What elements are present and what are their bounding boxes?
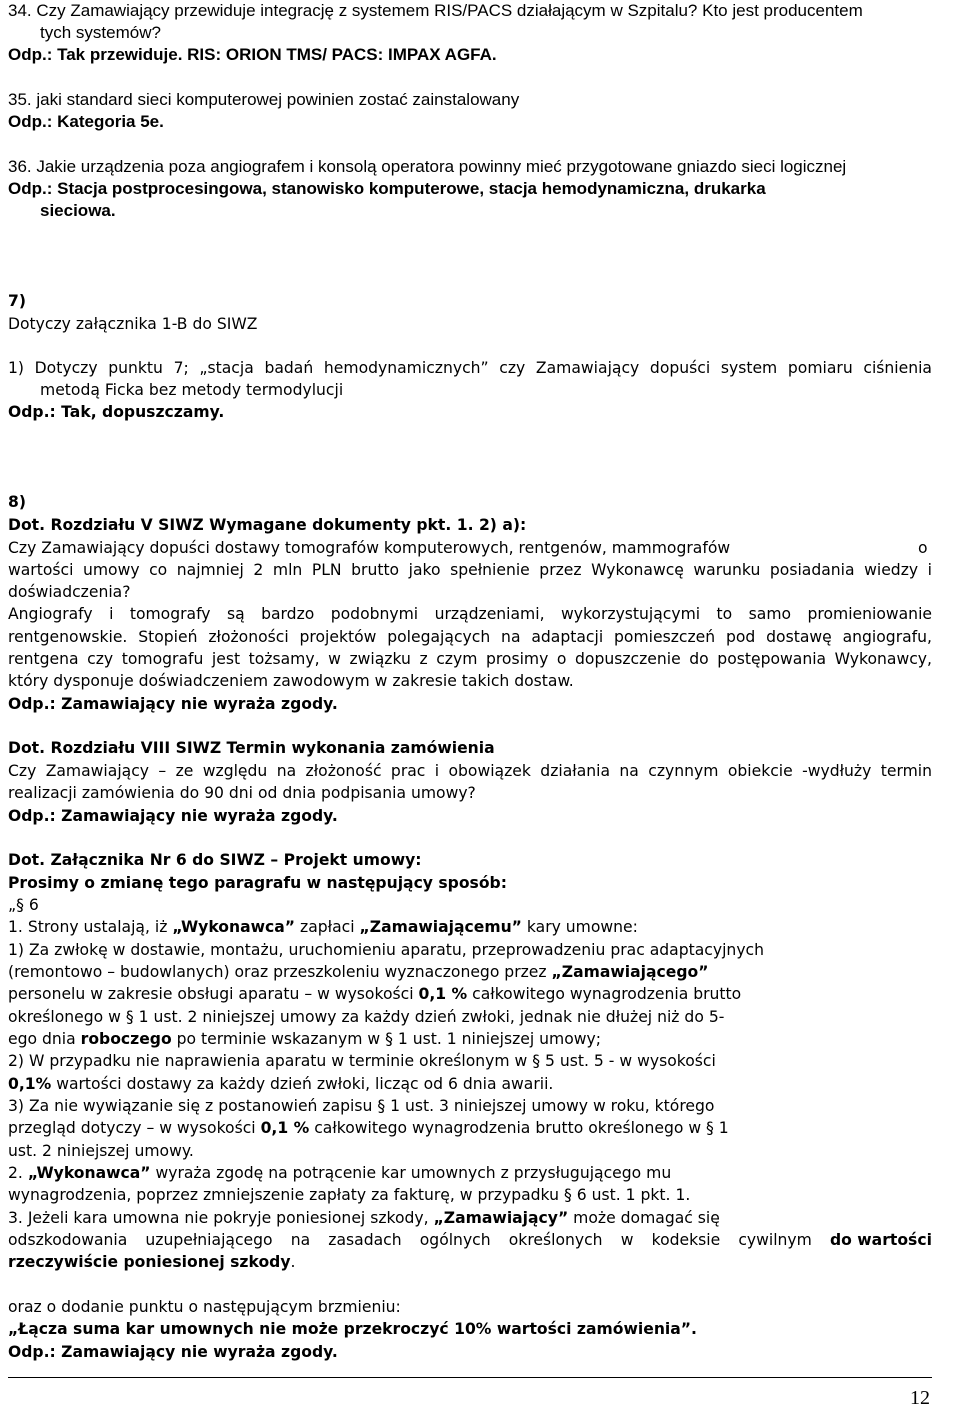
clause-3-line2-word1: odszkodowania — [8, 1231, 128, 1249]
clause-3-line2-word7: w — [620, 1231, 634, 1249]
section-8-para1-line1-end: o — [918, 539, 928, 557]
section-7-answer: Odp.: Tak, dopuszczamy. — [8, 403, 225, 421]
section-7-heading: Dotyczy załącznika 1-B do SIWZ — [8, 315, 258, 333]
section-8-para1-line2-text: wartości umowy co najmniej 2 mln PLN brutto jako spełnienie przez Wykonawcę warunku posiadania wiedzy i — [8, 561, 932, 579]
clause-1-2-line1: 2) W przypadku nie naprawienia aparatu w terminie określonym w § 5 ust. 5 - w wysokości — [8, 1052, 716, 1070]
section-8-para3-line1 — [8, 760, 932, 782]
section-8-heading-1: Dot. Rozdziału V SIWZ Wymagane dokumenty pkt. 1. 2) a): — [8, 516, 527, 534]
clause-1-1-line5 — [8, 1028, 601, 1050]
clause-3-line2-word6: określonych — [508, 1231, 603, 1249]
clause-1-3-line2 — [8, 1117, 729, 1139]
clause-3-line3-post: . — [290, 1253, 296, 1271]
clause-1-1-line4: określonego w § 1 ust. 2 niniejszej umowy za każdy dzień zwłoki, jednak nie dłużej niż do 5- — [8, 1008, 725, 1026]
question-36: 36. Jakie urządzenia poza angiografem i konsolą operatora powinny mieć przygotowane gniazdo sieci logicznej — [8, 157, 847, 176]
section-8-heading-2: Dot. Rozdziału VIII SIWZ Termin wykonania zamówienia — [8, 739, 495, 757]
clause-1-1-line5-pre: ego dnia — [8, 1030, 81, 1048]
question-34-line1: 34. Czy Zamawiający przewiduje integrację z systemem RIS/PACS działającym w Szpitalu? Kto jest producentem — [8, 1, 863, 20]
clause-3-line1-employer: „Zamawiający” — [433, 1209, 569, 1227]
clause-3-line2-word4: zasadach — [328, 1231, 402, 1249]
section-8-answer-1: Odp.: Zamawiający nie wyraża zgody. — [8, 695, 338, 713]
clause-1-intro-post: kary umowne: — [521, 918, 638, 936]
clause-1-1-line2-pre: (remontowo – budowlanych) oraz przeszkoleniu wyznaczonego przez — [8, 963, 552, 981]
clause-3-line2-word3: na — [290, 1231, 311, 1249]
section-8-para1-line1: Czy Zamawiający dopuści dostawy tomografów komputerowych, rentgenów, mammografów — [8, 539, 731, 557]
section-8-answer-3: Odp.: Zamawiający nie wyraża zgody. — [8, 1343, 338, 1361]
clause-3-line3-bold: rzeczywiście poniesionej szkody — [8, 1253, 291, 1271]
section-8-para2-line2-text: rentgenowskie. Stopień złożoności projektów polegających na adaptacji pomieszczeń pod dostawę angiografu, — [8, 628, 932, 646]
answer-35: Odp.: Kategoria 5e. — [8, 112, 164, 131]
clause-3-line2-word5: ogólnych — [419, 1231, 491, 1249]
clause-1-1-line1: 1) Za zwłokę w dostawie, montażu, uruchomieniu aparatu, przeprowadzeniu prac adaptacyjnych — [8, 941, 764, 959]
section-8-answer-2: Odp.: Zamawiający nie wyraża zgody. — [8, 807, 338, 825]
clause-2-line1-post: wyraża zgodę na potrącenie kar umownych z przysługującego mu — [150, 1164, 672, 1182]
clause-1-2-line2-post: wartości dostawy za każdy dzień zwłoki, licząc od 6 dnia awarii. — [51, 1075, 554, 1093]
section-8-para2-line2 — [8, 626, 932, 648]
clause-3-line2-word2: uzupełniającego — [145, 1231, 273, 1249]
answer-34: Odp.: Tak przewiduje. RIS: ORION TMS/ PACS: IMPAX AGFA. — [8, 45, 497, 64]
clause-3-line1 — [8, 1207, 720, 1229]
addition-text: „Łącza suma kar umownych nie może przekroczyć 10% wartości zamówienia”. — [8, 1320, 697, 1338]
answer-36-line2: sieciowa. — [40, 201, 116, 220]
clause-1-2-line2 — [8, 1073, 553, 1095]
answer-36-line1: Odp.: Stacja postprocesingowa, stanowisko komputerowe, stacja hemodynamiczna, drukarka — [8, 179, 766, 198]
addition-intro: oraz o dodanie punktu o następującym brzmieniu: — [8, 1298, 401, 1316]
clause-2-line2: wynagrodzenia, poprzez zmniejszenie zapłaty za fakturę, w przypadku § 6 ust. 1 pkt. 1. — [8, 1186, 691, 1204]
section-7-question-line2: metodą Ficka bez metody termodylucji — [40, 381, 344, 399]
clause-3-line2 — [8, 1229, 932, 1251]
clause-3-line2-word8: kodeksie — [651, 1231, 721, 1249]
clause-1-intro-mid: zapłaci — [295, 918, 360, 936]
page-number: 12 — [910, 1387, 930, 1409]
section-8-para3-line1-text: Czy Zamawiający – ze względu na złożoność prac i obowiązek działania na czynnym obiekcie -wydłuży termin — [8, 762, 932, 780]
section-8-number: 8) — [8, 493, 26, 511]
clause-1-intro-contractor: „Wykonawca” — [172, 918, 296, 936]
question-35: 35. jaki standard sieci komputerowej powinien zostać zainstalowany — [8, 90, 520, 109]
footer-rule — [8, 1377, 932, 1378]
clause-2-line1 — [8, 1162, 671, 1184]
section-8-para1-line3: doświadczenia? — [8, 583, 131, 601]
paragraph-mark: „§ 6 — [8, 896, 39, 914]
clause-1-1-line3-rate: 0,1 % — [418, 985, 468, 1003]
clause-1-3-line2-post: całkowitego wynagrodzenia brutto określonego w § 1 — [309, 1119, 729, 1137]
section-8-para2-line3 — [8, 648, 932, 670]
clause-3-line2-bold: do wartości — [829, 1231, 932, 1249]
clause-1-1-line5-working: roboczego — [80, 1030, 172, 1048]
clause-3-line1-post: może domagać się — [568, 1209, 720, 1227]
clause-1-3-line2-pre: przegląd dotyczy – w wysokości — [8, 1119, 261, 1137]
clause-1-intro-employer: „Zamawiającemu” — [359, 918, 522, 936]
clause-1-3-line1: 3) Za nie wywiązanie się z postanowień zapisu § 1 ust. 3 niniejszej umowy w roku, którego — [8, 1097, 715, 1115]
clause-3-line1-pre: 3. Jeżeli kara umowna nie pokryje poniesionej szkody, — [8, 1209, 434, 1227]
clause-2-line1-contractor: „Wykonawca” — [27, 1164, 151, 1182]
clause-2-line1-pre: 2. — [8, 1164, 28, 1182]
section-8-para1-line2 — [8, 559, 932, 581]
section-7-question-line1 — [8, 357, 932, 379]
clause-1-3-line3: ust. 2 niniejszej umowy. — [8, 1142, 194, 1160]
clause-1-1-line3-post: całkowitego wynagrodzenia brutto — [467, 985, 742, 1003]
clause-1-2-line2-rate: 0,1% — [8, 1075, 52, 1093]
clause-3-line2-word9: cywilnym — [738, 1231, 812, 1249]
section-8-heading-4: Prosimy o zmianę tego paragrafu w następujący sposób: — [8, 874, 507, 892]
clause-1-intro-pre: 1. Strony ustalają, iż — [8, 918, 173, 936]
section-8-para2-line3-text: rentgena czy tomografu jest tożsamy, w związku z czym prosimy o dopuszczenie do postępowania Wykonawcy, — [8, 650, 932, 668]
clause-1-intro — [8, 916, 638, 938]
clause-1-1-line2 — [8, 961, 708, 983]
section-8-para3-line2: realizacji zamówienia do 90 dni od dnia podpisania umowy? — [8, 784, 476, 802]
clause-3-line3 — [8, 1251, 295, 1273]
clause-1-1-line3-pre: personelu w zakresie obsługi aparatu – w wysokości — [8, 985, 419, 1003]
clause-1-1-line2-employer: „Zamawiającego” — [551, 963, 709, 981]
section-8-para2-line4: który dysponuje doświadczeniem zawodowym w zakresie takich dostaw. — [8, 672, 574, 690]
clause-1-1-line3 — [8, 983, 741, 1005]
section-8-para2-line1 — [8, 603, 932, 625]
question-34-line2: tych systemów? — [40, 23, 161, 42]
section-8-heading-3: Dot. Załącznika Nr 6 do SIWZ – Projekt umowy: — [8, 851, 422, 869]
section-8-para2-line1-text: Angiografy i tomografy są bardzo podobnymi urządzeniami, wykorzystującymi to samo promieniowanie — [8, 605, 932, 623]
section-7-question-line1-text: 1) Dotyczy punktu 7; „stacja badań hemodynamicznych” czy Zamawiający dopuści system pomiaru ciśnienia — [8, 359, 932, 377]
section-7-number: 7) — [8, 292, 26, 310]
clause-1-3-line2-rate: 0,1 % — [260, 1119, 310, 1137]
clause-1-1-line5-post: po terminie wskazanym w § 1 ust. 1 niniejszej umowy; — [171, 1030, 602, 1048]
